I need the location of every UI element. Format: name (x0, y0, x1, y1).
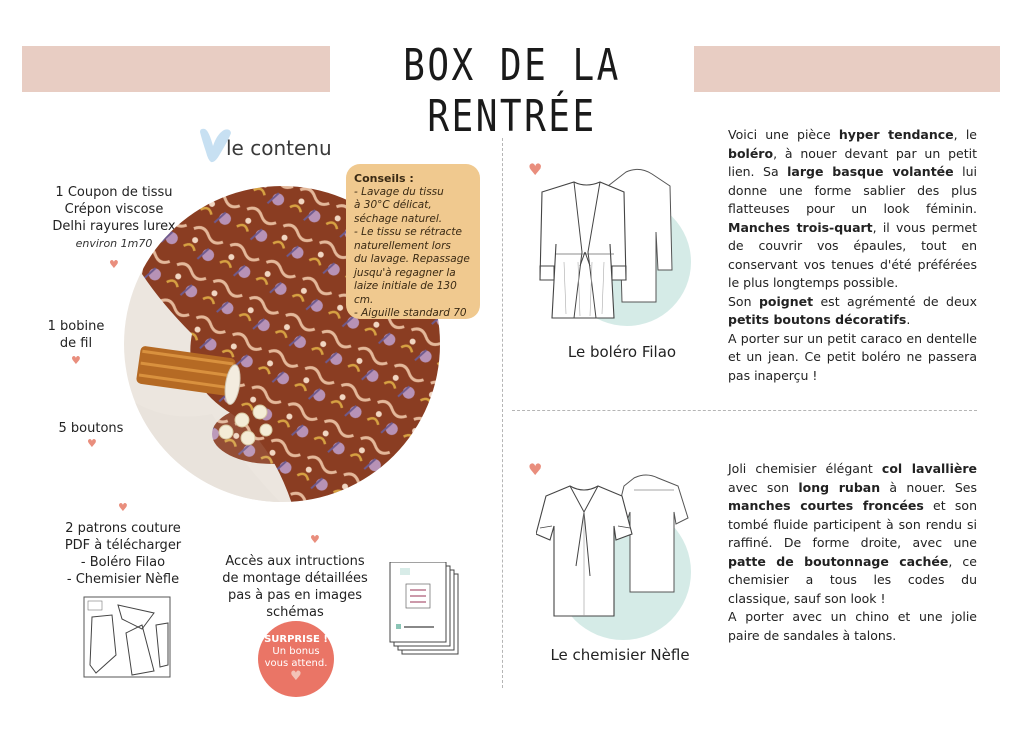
vertical-divider (502, 138, 503, 688)
bobine-line-2: de fil (59, 336, 93, 351)
coupon-line-2: Crépon viscose (64, 202, 164, 217)
bolero-desc-segment: Manches trois-quart (728, 219, 873, 235)
conseils-box (346, 164, 480, 319)
conseils-line: naturellement lors (354, 239, 451, 252)
chemisier-desc-segment: patte de boutonnage cachée (728, 553, 949, 569)
heart-icon: ♥ (71, 354, 81, 367)
bolero-description (728, 126, 977, 385)
chemisier-desc-segment: et son tombé fluide participent à son rendu si raffiné. De forme droite, avec une (728, 498, 978, 550)
bolero-desc-segment: boléro (728, 145, 774, 161)
bolero-desc-segment: , à nouer devant par un petit lien. Sa (728, 145, 977, 179)
chemisier-illustration (536, 466, 696, 636)
conseils-line: - Le tissu se rétracte (354, 226, 463, 238)
surprise-line-2: Un bonus (272, 646, 320, 657)
pattern-pieces-illustration (82, 595, 182, 683)
chemisier-desc-segment: , ce chemisier a tous les codes du classique, sauf son look ! (728, 553, 977, 606)
bolero-desc-segment: petits boutons décoratifs (728, 312, 907, 327)
conseils-line: - Aiguille standard 70 (354, 307, 467, 319)
chemisier-caption: Le chemisier Nèfle (550, 646, 690, 664)
bolero-caption: Le boléro Filao (567, 343, 677, 361)
bolero-desc-segment: , il vous permet de couvrir vos épaules, tout en conservant vos tenues d'été préférées le plus longtemps possible. (728, 219, 977, 290)
surprise-line-3: vous attend. (264, 658, 328, 669)
heart-icon: ♥ (290, 669, 302, 684)
bolero-desc-segment: large basque volantée (787, 164, 954, 179)
horizontal-divider (512, 410, 977, 411)
patrons-line-2: PDF à télécharger (64, 538, 182, 553)
chemisier-desc-segment: long ruban (798, 479, 881, 495)
contenu-title: le contenu (226, 136, 332, 160)
heart-icon: ♥ (528, 460, 543, 479)
heart-icon: ♥ (109, 258, 119, 271)
instruction-booklet-illustration (388, 562, 464, 658)
conseils-heading: Conseils : (354, 172, 414, 185)
heart-icon: ♥ (118, 501, 128, 514)
chemisier-desc-segment: manches courtes froncées (728, 498, 924, 513)
coupon-line-1: 1 Coupon de tissu (55, 185, 173, 200)
bobine-item (36, 318, 116, 352)
patrons-line-3: - Boléro Filao (80, 555, 166, 570)
bolero-illustration (534, 162, 674, 332)
acces-item (200, 553, 390, 621)
bolero-desc-segment: , le (953, 127, 977, 142)
chemisier-desc-segment: avec son (728, 479, 799, 495)
conseils-line: - Lavage du tissu (354, 185, 444, 198)
bolero-desc-segment: A porter sur un petit caraco en dentelle et un jean. Ce petit boléro ne passera pas inaperçu ! (728, 330, 977, 383)
boutons-label: 5 boutons (58, 421, 124, 436)
conseils-line: du lavage. Repassage (354, 253, 470, 265)
conseils-line: à 30°C délicat, (354, 199, 432, 211)
bolero-desc-segment: Voici une pièce (728, 127, 839, 142)
chemisier-desc-segment: A porter avec un chino et une jolie paire de sandales à talons. (728, 609, 977, 643)
bolero-desc-segment: Son (728, 293, 759, 309)
header-band-left (22, 46, 330, 92)
bolero-desc-segment: est agrémenté de deux (813, 293, 977, 309)
patrons-item (52, 520, 194, 588)
heart-icon: ♥ (87, 437, 97, 450)
surprise-badge (258, 621, 334, 697)
bobine-line-1: 1 bobine (47, 319, 105, 334)
conseils-line: laize initiale de 130 cm. (354, 280, 457, 306)
acces-line-1: Accès aux intructions (225, 554, 365, 569)
conseils-line: séchage naturel. (354, 212, 443, 225)
patrons-line-4: - Chemisier Nèfle (66, 572, 180, 587)
chemisier-description (728, 460, 977, 645)
page-title: BOX DE LA RENTRÉE (403, 40, 621, 142)
patrons-line-1: 2 patrons couture (65, 521, 181, 536)
chemisier-desc-segment: Joli chemisier élégant (728, 461, 882, 476)
heart-icon: ♥ (310, 533, 320, 546)
bolero-desc-segment: . (906, 312, 911, 327)
bolero-desc-segment: hyper tendance (838, 127, 954, 142)
chemisier-desc-segment: à nouer. Ses (880, 479, 977, 495)
heart-icon: ♥ (528, 160, 543, 179)
bolero-desc-segment: poignet (758, 293, 814, 309)
header-band-right (694, 46, 1000, 92)
coupon-line-3: Delhi rayures lurex (52, 219, 176, 234)
conseils-line: jusqu'à regagner la (354, 266, 456, 279)
surprise-line-1: SURPRISE ! (264, 634, 328, 645)
acces-line-3: pas à pas en images schémas (228, 588, 362, 620)
coupon-size: environ 1m70 (75, 237, 153, 250)
chemisier-desc-segment: col lavallière (881, 461, 977, 476)
bolero-desc-segment: lui donne une forme sablier des plus flatteuses pour un look féminin. (728, 164, 977, 216)
acces-line-2: de montage détaillées (222, 571, 368, 586)
